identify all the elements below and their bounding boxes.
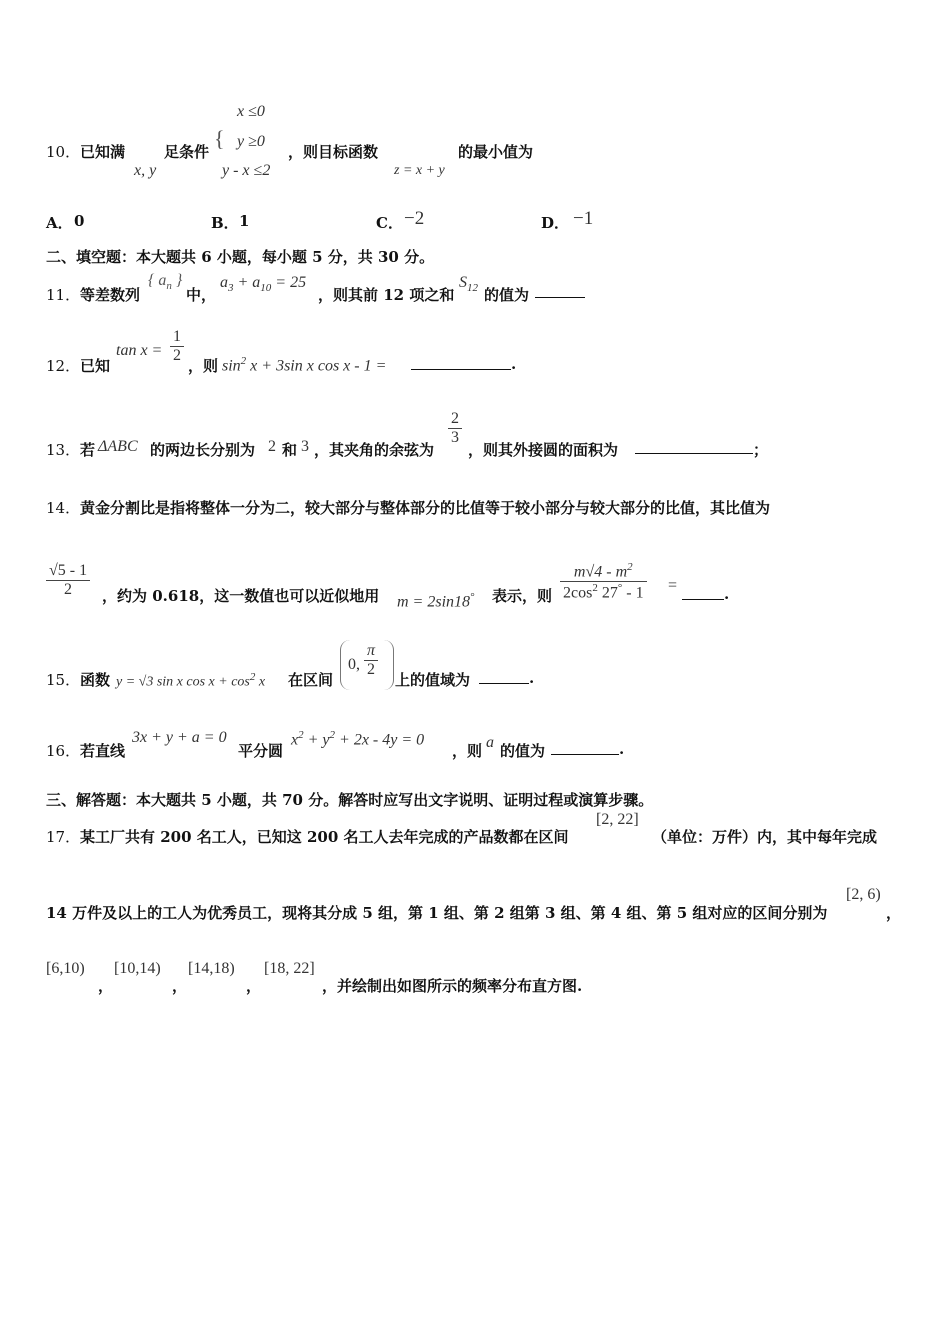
q16-text-2: 平分圆 — [238, 742, 284, 760]
q10-text-3: ，则目标函数 — [288, 143, 379, 161]
q15-function: y = √3 sin x $\cos x + \cos^2 x$ — [116, 671, 266, 690]
q17-range: [2, 22] — [596, 811, 639, 828]
q12-text-2: ，则 — [188, 357, 219, 375]
q16-variable-a: a — [486, 734, 494, 751]
q13-cosine-fraction: $\frac{2}{3}$ — [448, 410, 462, 447]
q10-condition-3: y - x ≤2 — [222, 162, 271, 179]
q17-text-1: 某工厂共有 200 名工人，已知这 200 名工人去年完成的产品数都在区间 — [80, 828, 569, 846]
q14-answer-blank[interactable] — [682, 585, 724, 600]
q13-answer-blank[interactable] — [635, 439, 753, 454]
q10-option-c-label: C． — [376, 214, 403, 232]
q14-end: . — [724, 585, 730, 603]
q15-number: 15． — [46, 671, 81, 689]
q11-number: 11． — [46, 286, 81, 304]
q10-brace: { — [214, 126, 225, 151]
q10-text-2: 足条件 — [164, 143, 210, 161]
q10-option-a-label: A． — [46, 214, 73, 232]
section-3-heading: 三、解答题：本大题共 5 小题，共 70 分。解答时应写出文字说明、证明过程或演算步骤。 — [46, 791, 654, 809]
q11-text-1: 等差数列 — [80, 286, 141, 304]
q10-text-4: 的最小值为 — [458, 143, 534, 161]
q17-group-1: [2, 6) — [846, 886, 881, 903]
q17-group-4: [14,18) — [188, 960, 235, 977]
q13-number: 13． — [46, 441, 81, 459]
q11-answer-blank[interactable] — [535, 283, 585, 298]
section-2-heading: 二、填空题：本大题共 6 小题，每小题 5 分，共 30 分。 — [46, 248, 435, 266]
q16-answer-blank[interactable] — [551, 740, 619, 755]
q10-option-b-value: 1 — [239, 212, 250, 230]
q10-text-1: 已知满 — [80, 143, 126, 161]
q17-text-2: （单位：万件）内，其中每年完成 — [652, 828, 878, 846]
q14-golden-ratio: $\frac{√5 - 1}{2}$ — [46, 562, 90, 599]
q12-end: . — [511, 355, 517, 373]
q17-group-2: [6,10) — [46, 960, 85, 977]
q15-text-3: 上的值域为 — [395, 671, 471, 689]
q10-number: 10． — [46, 143, 81, 161]
q16-line-equation: 3x + y + a = 0 — [132, 729, 227, 746]
q15-interval-left: 0, — [348, 656, 360, 673]
q14-text-2: 表示，则 — [492, 587, 553, 605]
q10-vars: x, y — [134, 162, 157, 179]
q16-text-1: 若直线 — [80, 742, 126, 760]
q11-text-2: 中， — [186, 286, 217, 304]
q17-group-3: [10,14) — [114, 960, 161, 977]
q14-number: 14． — [46, 499, 81, 517]
q15-answer-blank[interactable] — [479, 669, 529, 684]
q12-lhs: tan x = — [116, 342, 163, 359]
q10-objective-function: z = x + y — [394, 163, 445, 178]
q12-expression: $\sin^2 x + 3\sin$ x cos x - 1 = — [222, 355, 387, 375]
q16-circle-equation: $x^2 + y^2 + 2x - 4y = 0$ — [291, 729, 425, 749]
q17-comma-2: ， — [98, 977, 114, 995]
q13-side-b: 3 — [301, 438, 309, 455]
q15-text-2: 在区间 — [288, 671, 334, 689]
q11-equation: $a_3 + a_{10} = 25$ — [220, 274, 307, 295]
q10-option-c-value: −2 — [404, 208, 425, 229]
q13-side-a: 2 — [268, 438, 276, 455]
q17-comma-1: ， — [886, 904, 902, 922]
q13-end: ； — [753, 441, 769, 459]
q17-text-3: ，并绘制出如图所示的频率分布直方图. — [322, 977, 583, 995]
q13-triangle: ΔABC — [98, 438, 138, 455]
q15-end: . — [529, 669, 535, 687]
q17-number: 17． — [46, 828, 81, 846]
q10-option-a-value: 0 — [74, 212, 85, 230]
q17-comma-4: ， — [246, 977, 262, 995]
q11-sum-symbol: $S_{12}$ — [459, 274, 478, 295]
q17-line-2: 14 万件及以上的工人为优秀员工，现将其分成 5 组，第 1 组、第 2 组第 3 组、第 4 组、第 5 组对应的区间分别为 — [46, 904, 828, 922]
q14-equals: = — [668, 577, 678, 594]
q16-end: . — [619, 740, 625, 758]
q12-text-1: 已知 — [80, 357, 111, 375]
q14-expression-fraction: $\frac{m√4 - m^2}{2\cos^2 27^\circ - 1}$ — [560, 561, 647, 603]
q17-group-5: [18, 22] — [264, 960, 315, 977]
q16-text-4: 的值为 — [500, 742, 546, 760]
q14-line-1: 黄金分割比是指将整体一分为二，较大部分与整体部分的比值等于较小部分与较大部分的比值，其比值为 — [80, 499, 771, 517]
q16-number: 16． — [46, 742, 81, 760]
q11-text-4: 的值为 — [484, 286, 530, 304]
q13-text-5: ，则其外接圆的面积为 — [468, 441, 619, 459]
q15-text-1: 函数 — [80, 671, 111, 689]
q10-option-d-label: D． — [541, 214, 570, 232]
q11-sequence: { $a_n$ } — [148, 272, 183, 293]
q13-text-2: 的两边长分别为 — [150, 441, 256, 459]
q10-option-b-label: B． — [211, 214, 239, 232]
q16-text-3: ，则 — [452, 742, 483, 760]
q12-answer-blank[interactable] — [411, 355, 511, 370]
q10-option-d-value: −1 — [573, 208, 594, 229]
q13-text-3: 和 — [282, 441, 298, 459]
q13-text-4: ，其夹角的余弦为 — [314, 441, 435, 459]
q14-text-1: ，约为 0.618，这一数值也可以近似地用 — [102, 587, 380, 605]
q11-text-3: ，则其前 12 项之和 — [318, 286, 455, 304]
q12-number: 12． — [46, 357, 81, 375]
q12-fraction: $\frac{1}{2}$ — [170, 328, 184, 365]
q10-condition-2: y ≥0 — [237, 133, 265, 150]
q10-condition-1: x ≤0 — [237, 103, 265, 120]
q14-m-expression: m = 2sin18° — [397, 591, 475, 611]
q15-interval-right-fraction: $\frac{\pi}{2}$ — [364, 642, 378, 679]
q17-comma-3: ， — [172, 977, 188, 995]
q13-text-1: 若 — [80, 441, 96, 459]
